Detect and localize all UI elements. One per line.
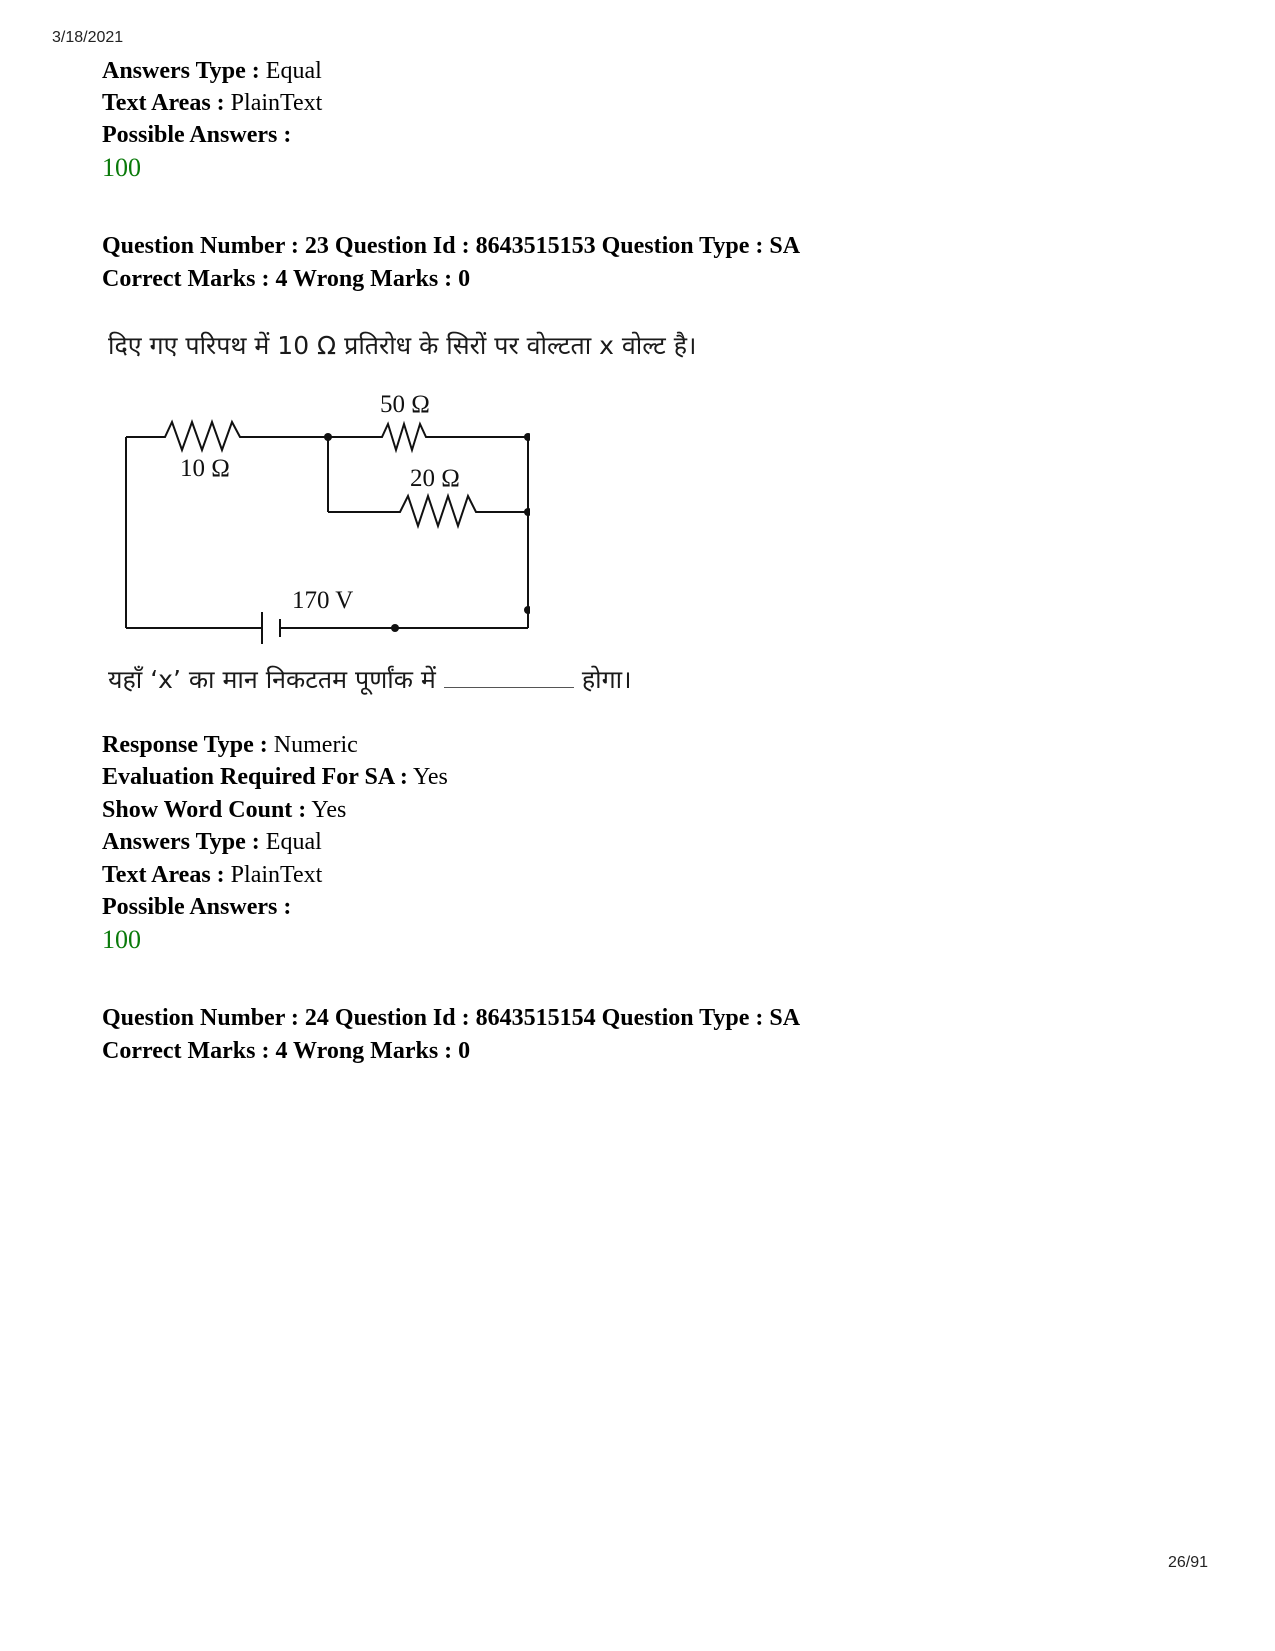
q23-header-line2: Correct Marks : 4 Wrong Marks : 0 xyxy=(102,266,471,292)
q24-header-line2: Correct Marks : 4 Wrong Marks : 0 xyxy=(102,1038,471,1064)
prev-answers-type: Answers Type : Equal xyxy=(102,58,322,84)
q23-evaluation-required: Evaluation Required For SA : Yes xyxy=(102,764,448,790)
prev-text-areas: Text Areas : PlainText xyxy=(102,90,323,116)
q23-text-areas: Text Areas : PlainText xyxy=(102,862,323,888)
q23-response-type: Response Type : Numeric xyxy=(102,732,358,758)
junction-dot xyxy=(391,624,399,632)
resistor-20 xyxy=(328,496,528,526)
prev-possible-answer: 100 xyxy=(102,153,141,182)
circuit-diagram xyxy=(110,390,530,660)
q23-answers-type: Answers Type : Equal xyxy=(102,829,322,855)
q23-question-prompt: यहाँ ‘x’ का मान निकटतम पूर्णांक में होगा। xyxy=(108,665,632,694)
q23-show-word-count: Show Word Count : Yes xyxy=(102,797,347,823)
page-number: 26/91 xyxy=(1168,1554,1209,1571)
q23-possible-answer: 100 xyxy=(102,925,141,954)
label-50-ohm: 50 Ω xyxy=(380,391,430,418)
junction-dot xyxy=(524,508,530,516)
junction-dot xyxy=(524,606,530,614)
q23-question-text: दिए गए परिपथ में 10 Ω प्रतिरोध के सिरों पर वोल्टता x वोल्ट है। xyxy=(108,331,697,360)
q24-header-line1: Question Number : 24 Question Id : 8643515154 Question Type : SA xyxy=(102,1005,801,1031)
resistor-10 xyxy=(126,422,328,450)
junction-dot xyxy=(324,433,332,441)
print-date: 3/18/2021 xyxy=(52,29,124,46)
label-20-ohm: 20 Ω xyxy=(410,465,460,492)
answer-blank xyxy=(444,686,574,688)
q23-possible-answers-label: Possible Answers : xyxy=(102,894,292,920)
prev-possible-answers-label: Possible Answers : xyxy=(102,122,292,148)
label-10-ohm: 10 Ω xyxy=(180,455,230,482)
label-battery: 170 V xyxy=(292,587,354,614)
junction-dot xyxy=(524,433,530,441)
resistor-50 xyxy=(328,424,528,450)
q23-header-line1: Question Number : 23 Question Id : 8643515153 Question Type : SA xyxy=(102,233,801,259)
